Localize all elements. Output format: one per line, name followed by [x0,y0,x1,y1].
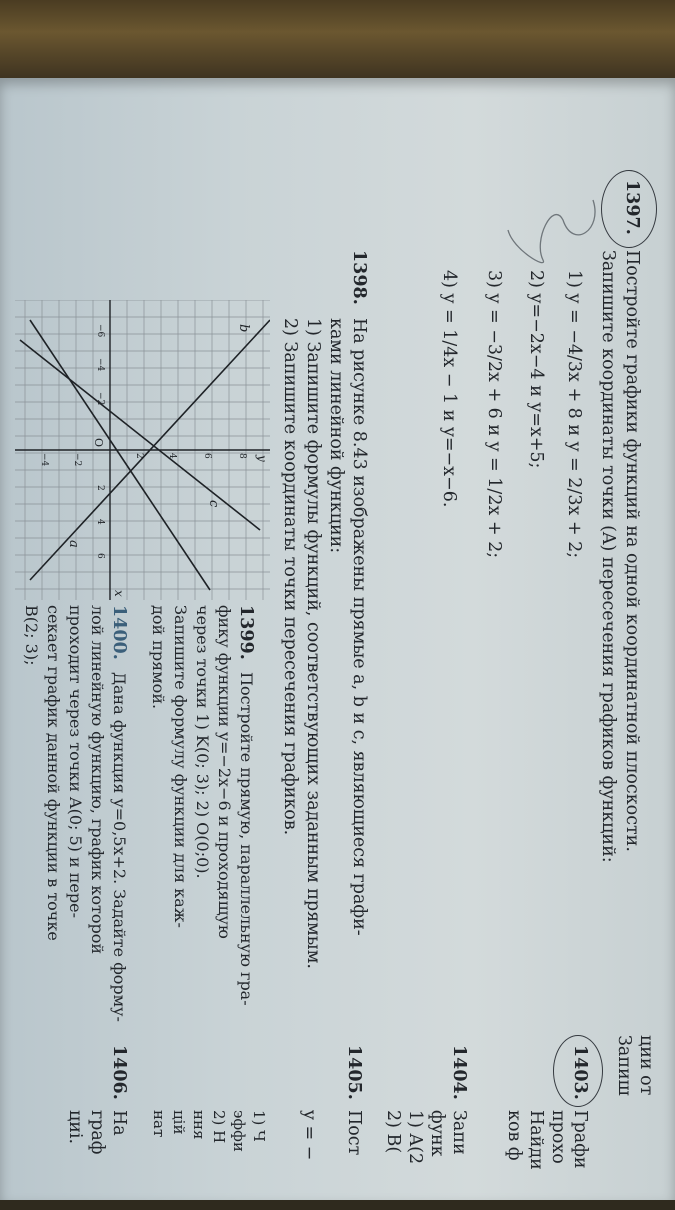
label-line-a: a [66,540,81,548]
fragment-1403-3: Найди [526,1110,546,1170]
problem-1400-line2: лой линейную функцию, график которой [88,605,107,955]
fragment-1403-1: Графи [570,1110,590,1169]
problem-1399-line3: через точки 1) K(0; 3); 2) O(0;0). [193,605,212,879]
problem-1399-line5: дой прямой. [149,605,168,710]
problem-number-1403: 1403. [570,1045,590,1100]
tick-y-6: 6 [202,453,212,459]
fragment-1403-4: ков ф [504,1110,524,1161]
pencil-squiggle [503,190,603,280]
problem-1397-item4: 4) y = 1/4x − 1 и y=−x−6. [439,270,459,508]
label-line-b: b [236,324,251,333]
problem-1399-line4: Запишите формулу функции для каж- [171,605,190,928]
label-origin: O [92,438,105,448]
fragment-1404-2: функ [427,1110,447,1157]
fragment-side-2: эффи [230,1110,248,1152]
fragment-1404-1: Запи [449,1110,469,1155]
fragment-top-a: ции от [636,1035,656,1096]
problem-number-1404: 1404. [449,1045,469,1100]
problem-1398-line4: 2) Запишите координаты точки пересечения графиков. [280,318,300,836]
problem-1398-line1: На рисунке 8.43 изображены прямые a, b и c, являющиеся графи- [349,318,369,936]
problem-1397-line2: Запишите координаты точки (A) пересечения графиков функций: [598,250,618,863]
tick-x-neg2: −2 [95,392,105,406]
problem-1400-line4: секает график данной функции в точке [44,605,63,941]
tick-y-neg4: −4 [39,453,49,467]
fragment-1403-2: прохо [548,1110,568,1164]
line-c [30,320,210,590]
rotated-page-content [10,100,665,1210]
fragment-top-b: Запиш [614,1035,634,1096]
problem-1400-line5: B(2; 3); [22,605,41,666]
fragment-1406-3: циі. [65,1110,85,1145]
tick-y-neg2: −2 [72,453,82,467]
tick-x-neg4: −4 [95,358,105,372]
problem-number-1399: 1399. [236,605,256,660]
tick-x-neg6: −6 [95,324,105,338]
label-line-c: c [206,500,221,508]
tick-y-2: 2 [134,453,144,459]
fragment-1404-3: 1) A(2 [405,1110,425,1165]
problem-number-1405: 1405. [344,1045,364,1100]
fragment-side-4: ння [190,1110,208,1140]
problem-1398-line2: ками линейной функции: [326,318,346,554]
problem-number-1406: 1406. [109,1045,129,1100]
problem-1400-line3: проходит через точки A(0; 5) и пере- [66,605,85,918]
problem-1399-line2: фику функции y=−2x−6 и проходящую [215,605,234,939]
problem-1397-item3: 3) y = −3/2x + 6 и y = 1/2x + 2; [484,270,504,559]
tick-x-4: 4 [95,519,105,525]
fragment-1405-1: Пост [344,1110,364,1156]
problem-1400-line1: Дана функция y=0,5x+2. Задайте форму- [110,672,129,1022]
problem-1398-line3: 1) Запишите формулы функций, соответствующих заданным прямым. [303,318,323,969]
tick-y-4: 4 [167,453,177,459]
fragment-side-6: нат [150,1110,168,1138]
problem-1397-line1: Постройте графики функций на одной координатной плоскости. [622,250,642,852]
figure-8-43-graph [15,300,270,600]
fragment-1406-1: На [109,1110,129,1136]
label-y-axis: y [255,455,269,462]
tick-x-2: 2 [95,485,105,491]
problem-1397-item2: 2) y=−2x−4 и y=x+5; [526,270,546,469]
problem-number-1400: 1400. [109,605,129,660]
fragment-side-3: 2) Н [210,1110,228,1144]
problem-number-1397: 1397. [622,180,642,235]
desk-background [0,0,675,80]
line-b [20,340,260,530]
fragment-side-1: 1) Ч [250,1110,268,1142]
problem-1399-line1: Постройте прямую, параллельную гра- [237,672,256,1006]
fragment-1404-4: 2) B( [383,1110,403,1154]
tick-y-8: 8 [237,453,247,459]
fragment-1405-2: y = − [299,1110,319,1161]
tick-x-6: 6 [95,553,105,559]
fragment-1406-2: граф [87,1110,107,1155]
label-x-axis: x [112,590,126,597]
problem-1397-item1: 1) y = −4/3x + 8 и y = 2/3x + 2; [564,270,584,559]
problem-number-1398: 1398. [349,250,369,305]
fragment-side-5: цій [170,1110,188,1135]
